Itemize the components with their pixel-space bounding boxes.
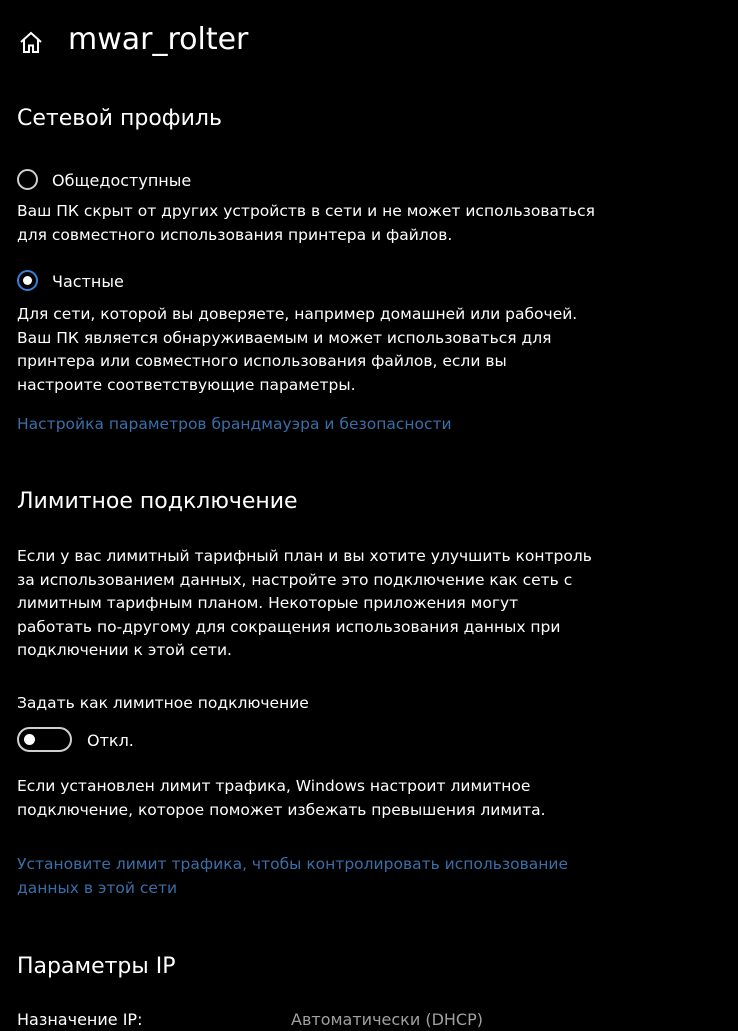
metered-description-line: Если у вас лимитный тарифный план и вы хотите улучшить контроль [17, 547, 592, 565]
data-limit-link[interactable] [17, 852, 568, 900]
ip-settings-heading: Параметры IP [17, 954, 176, 979]
toggle-state-text: Откл. [87, 731, 134, 750]
metered-connection-toggle[interactable] [17, 727, 72, 752]
private-description-line: Для сети, которой вы доверяете, например домашней или рабочей. [17, 305, 578, 323]
metered-toggle-label [17, 692, 587, 716]
data-limit-note-line: подключение, которое поможет избежать превышения лимита. [17, 800, 546, 819]
data-limit-note-line: Если установлен лимит трафика, Windows настроит лимитное [17, 777, 531, 795]
data-limit-note [17, 775, 587, 822]
toggle-knob [24, 734, 35, 745]
home-icon[interactable] [18, 30, 44, 56]
public-description [17, 200, 595, 247]
data-limit-link-line[interactable]: Установите лимит трафика, чтобы контролировать использование [17, 855, 569, 873]
ip-assignment-value: Автоматически (DHCP) [291, 1010, 483, 1029]
metered-description-line: лимитным тарифным планом. Некоторые приложения могут [17, 594, 519, 612]
private-description [17, 303, 587, 397]
data-limit-link-line[interactable]: данных в этой сети [17, 879, 178, 897]
public-radio-label[interactable]: Общедоступные [52, 171, 192, 190]
private-description-line: Ваш ПК является обнаруживаемым и может использоваться для [17, 328, 552, 347]
firewall-settings-link[interactable] [17, 412, 452, 436]
metered-description-line: работать по-другому для сокращения использования данных при [17, 617, 561, 636]
metered-description-line: за использованием данных, настройте это подключение как сеть с [17, 570, 573, 589]
metered-description [17, 545, 592, 663]
public-description-line: для совместного использования принтера и файлов. [17, 225, 453, 244]
private-description-line: принтера или совместного использования файлов, если вы [17, 352, 507, 370]
private-description-line: настроите соответствующие параметры. [17, 375, 356, 394]
private-radio-button[interactable] [17, 270, 38, 291]
metered-description-line: подключении к этой сети. [17, 641, 232, 659]
metered-toggle-label-text: Задать как лимитное подключение [17, 694, 309, 712]
ip-assignment-label: Назначение IP: [17, 1010, 143, 1029]
firewall-settings-link-text[interactable]: Настройка параметров брандмауэра и безопасности [17, 415, 452, 433]
public-description-line: Ваш ПК скрыт от других устройств в сети и не может использоваться [17, 202, 595, 220]
network-profile-heading: Сетевой профиль [17, 106, 222, 131]
private-radio-label[interactable]: Частные [52, 272, 124, 291]
public-radio-button[interactable] [17, 169, 38, 190]
metered-connection-heading: Лимитное подключение [17, 489, 298, 514]
page-title: mwar_rolter [68, 22, 249, 57]
